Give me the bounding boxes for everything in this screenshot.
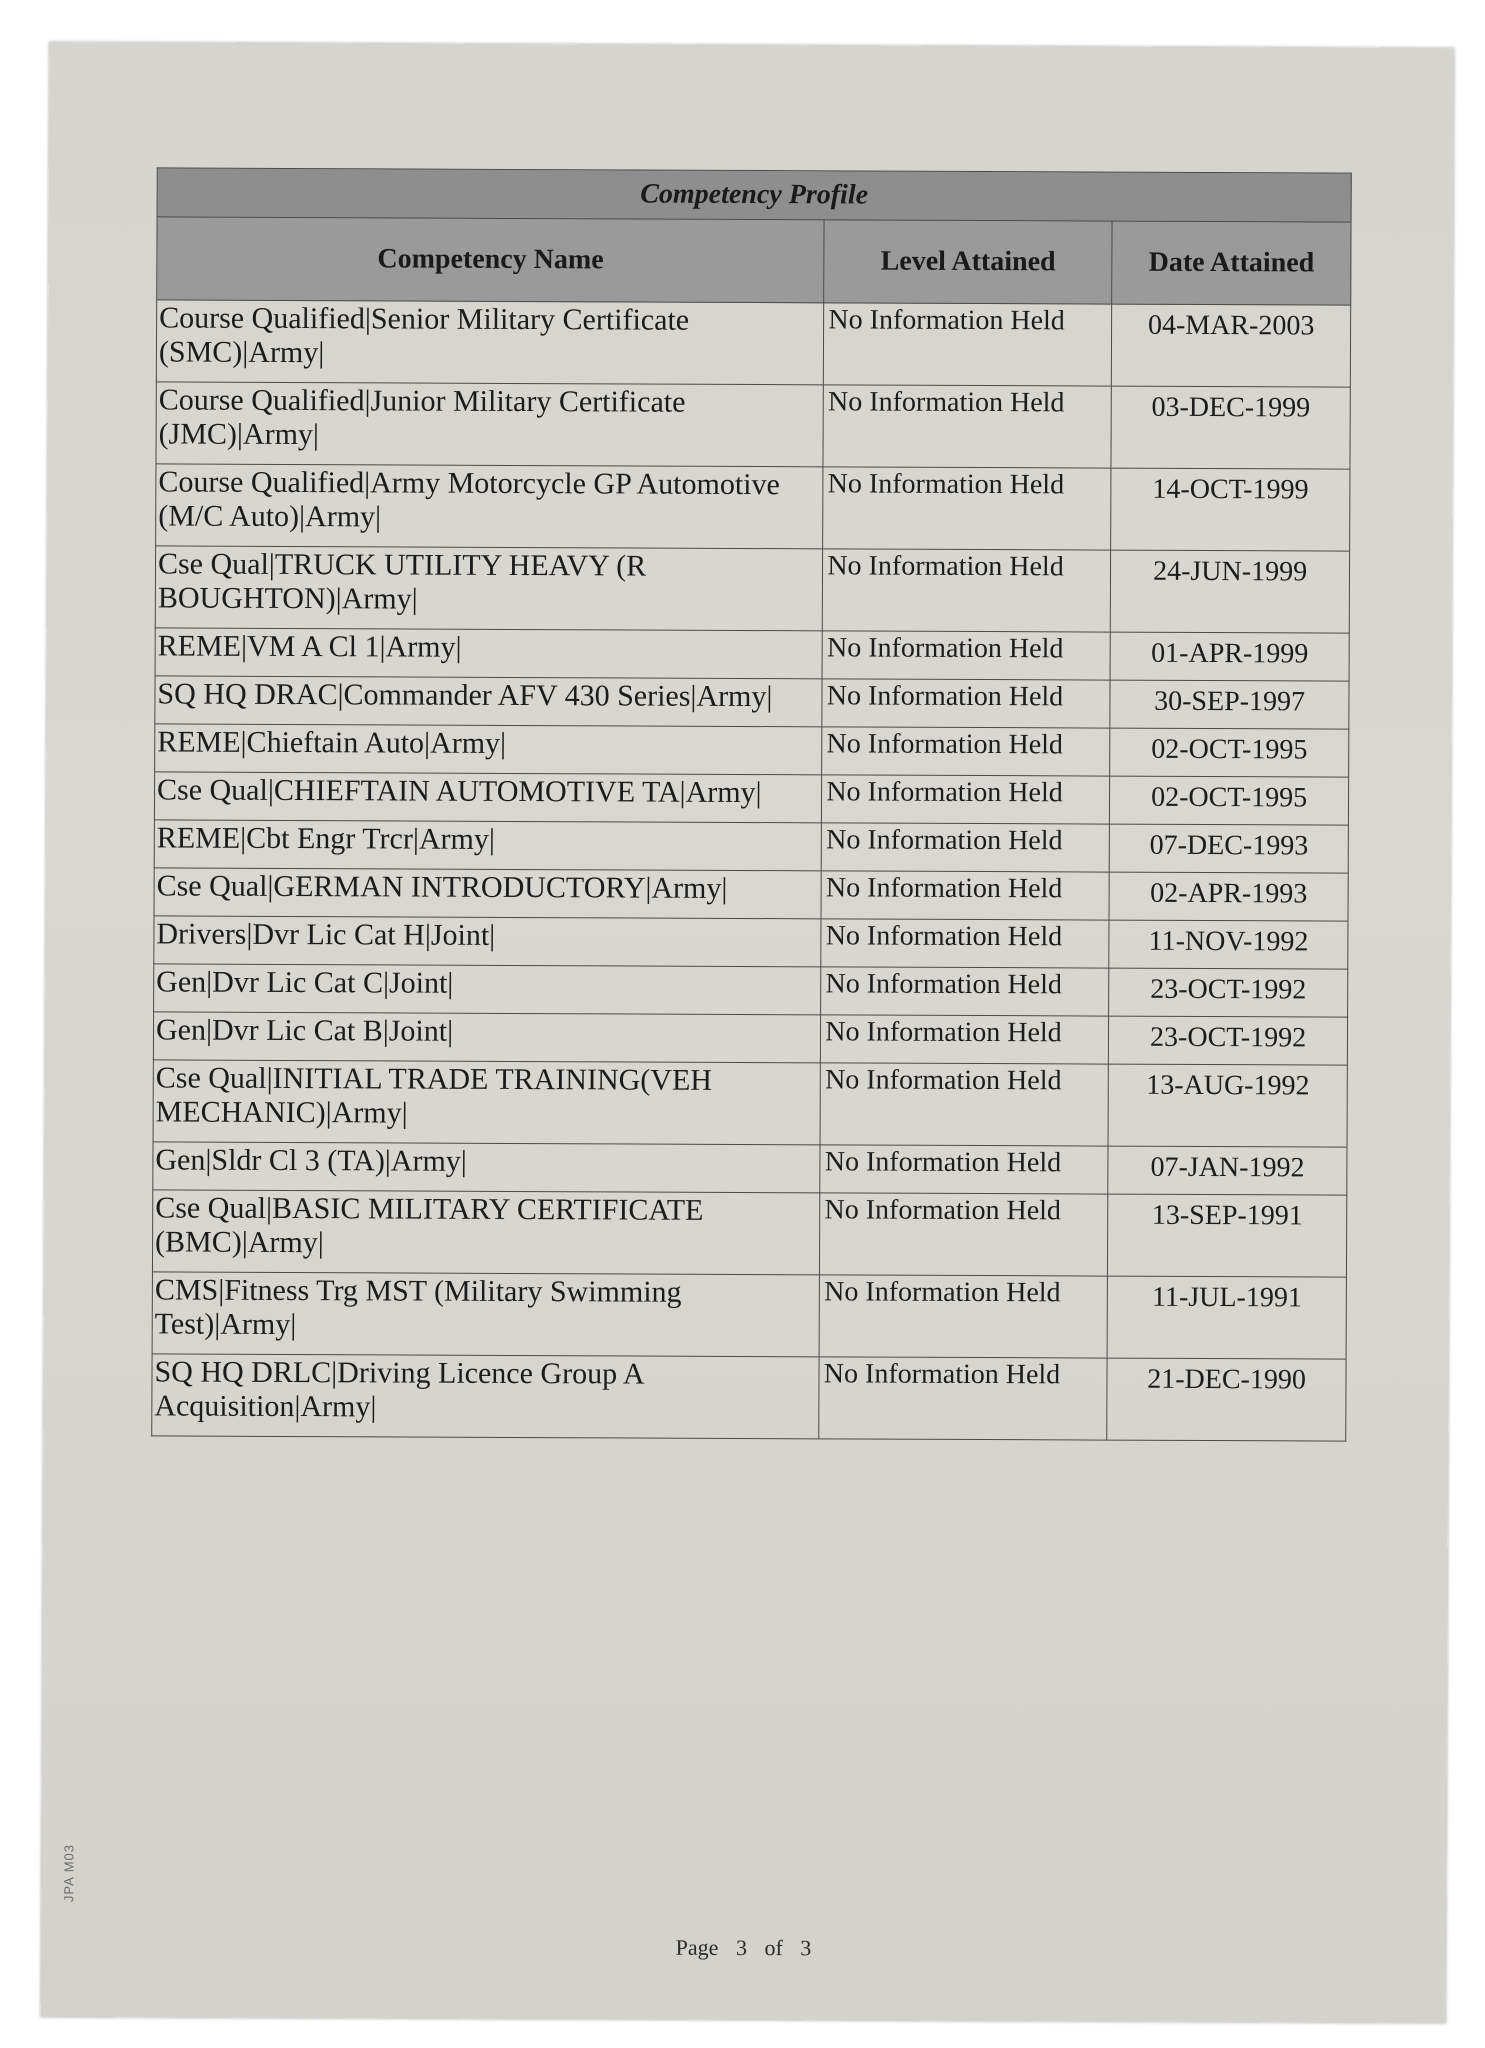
date-attained-cell: 13-AUG-1992	[1108, 1064, 1347, 1147]
date-attained-cell: 01-APR-1999	[1110, 632, 1349, 681]
level-attained-cell: No Information Held	[821, 1015, 1109, 1064]
date-attained-cell: 23-OCT-1992	[1109, 968, 1348, 1017]
table-row	[154, 868, 1348, 921]
date-attained-cell: 23-OCT-1992	[1109, 1016, 1348, 1065]
table-row	[154, 772, 1348, 825]
date-attained-cell: 13-SEP-1991	[1108, 1194, 1347, 1277]
level-attained-cell: No Information Held	[823, 549, 1111, 632]
table-row	[155, 676, 1349, 729]
level-attained-cell: No Information Held	[822, 727, 1110, 776]
date-attained-cell: 02-OCT-1995	[1110, 728, 1349, 777]
level-attained-cell: No Information Held	[821, 967, 1109, 1016]
table-row	[154, 916, 1348, 969]
competency-name-cell: Course Qualified|Army Motorcycle GP Automotive (M/C Auto)|Army|	[156, 464, 824, 549]
header-competency-name: Competency Name	[157, 217, 825, 303]
competency-name-cell: SQ HQ DRLC|Driving Licence Group A Acquisition|Army|	[152, 1354, 820, 1439]
form-reference-mark: JPA M03	[61, 1843, 77, 1903]
of-word: of	[764, 1935, 783, 1961]
table-row	[154, 964, 1348, 1017]
competency-name-cell: REME|VM A Cl 1|Army|	[155, 628, 823, 679]
document-page	[41, 42, 1455, 2023]
level-attained-cell: No Information Held	[823, 385, 1111, 468]
total-page-count: 3	[800, 1935, 812, 1961]
table-row	[155, 628, 1349, 681]
competency-name-cell: Gen|Sldr Cl 3 (TA)|Army|	[153, 1142, 821, 1193]
level-attained-cell: No Information Held	[820, 1193, 1108, 1276]
level-attained-cell: No Information Held	[821, 919, 1109, 968]
level-attained-cell: No Information Held	[820, 1145, 1108, 1194]
date-attained-cell: 02-OCT-1995	[1110, 776, 1349, 825]
table-row	[153, 1142, 1347, 1195]
date-attained-cell: 21-DEC-1990	[1107, 1358, 1346, 1441]
header-level-attained: Level Attained	[824, 220, 1112, 304]
table-row	[156, 464, 1350, 551]
table-row	[155, 546, 1349, 633]
date-attained-cell: 02-APR-1993	[1109, 872, 1348, 921]
competency-name-cell: Cse Qual|TRUCK UTILITY HEAVY (R BOUGHTON)|Army|	[155, 546, 823, 631]
competency-name-cell: Course Qualified|Senior Military Certificate (SMC)|Army|	[156, 300, 824, 385]
header-date-attained: Date Attained	[1112, 221, 1351, 305]
page-number-footer	[41, 1932, 1446, 1964]
current-page-number: 3	[735, 1934, 748, 1961]
competency-name-cell: REME|Cbt Engr Trcr|Army|	[154, 820, 822, 871]
level-attained-cell: No Information Held	[820, 1063, 1108, 1146]
competency-name-cell: Gen|Dvr Lic Cat C|Joint|	[154, 964, 822, 1015]
level-attained-cell: No Information Held	[822, 631, 1110, 680]
table-row	[154, 820, 1348, 873]
level-attained-cell: No Information Held	[822, 679, 1110, 728]
date-attained-cell: 14-OCT-1999	[1111, 468, 1350, 551]
date-attained-cell: 24-JUN-1999	[1110, 550, 1349, 633]
date-attained-cell: 11-NOV-1992	[1109, 920, 1348, 969]
competency-name-cell: Gen|Dvr Lic Cat B|Joint|	[153, 1012, 821, 1063]
competency-name-cell: Cse Qual|BASIC MILITARY CERTIFICATE (BMC)|Army|	[152, 1190, 820, 1275]
table-row	[152, 1272, 1346, 1359]
level-attained-cell: No Information Held	[819, 1357, 1107, 1440]
table-row	[152, 1190, 1346, 1277]
level-attained-cell: No Information Held	[822, 775, 1110, 824]
page-word: Page	[675, 1934, 719, 1960]
date-attained-cell: 04-MAR-2003	[1112, 304, 1351, 387]
table-row	[153, 1012, 1347, 1065]
date-attained-cell: 07-JAN-1992	[1108, 1146, 1347, 1195]
level-attained-cell: No Information Held	[821, 871, 1109, 920]
competency-name-cell: Cse Qual|CHIEFTAIN AUTOMOTIVE TA|Army|	[154, 772, 822, 823]
level-attained-cell: No Information Held	[819, 1275, 1107, 1358]
table-row	[156, 382, 1350, 469]
level-attained-cell: No Information Held	[824, 303, 1112, 386]
date-attained-cell: 03-DEC-1999	[1111, 386, 1350, 469]
table-caption: Competency Profile	[157, 168, 1351, 222]
competency-name-cell: REME|Chieftain Auto|Army|	[155, 724, 823, 775]
date-attained-cell: 07-DEC-1993	[1109, 824, 1348, 873]
level-attained-cell: No Information Held	[823, 467, 1111, 550]
competency-name-cell: Cse Qual|GERMAN INTRODUCTORY|Army|	[154, 868, 822, 919]
table-row	[155, 724, 1349, 777]
competency-name-cell: CMS|Fitness Trg MST (Military Swimming Test)|Army|	[152, 1272, 820, 1357]
competency-name-cell: Drivers|Dvr Lic Cat H|Joint|	[154, 916, 822, 967]
level-attained-cell: No Information Held	[822, 823, 1110, 872]
date-attained-cell: 11-JUL-1991	[1107, 1276, 1346, 1359]
table-row	[152, 1354, 1346, 1441]
competency-name-cell: Cse Qual|INITIAL TRADE TRAINING(VEH MECHANIC)|Army|	[153, 1060, 821, 1145]
date-attained-cell: 30-SEP-1997	[1110, 680, 1349, 729]
competency-name-cell: SQ HQ DRAC|Commander AFV 430 Series|Army|	[155, 676, 823, 727]
competency-profile-table	[151, 167, 1352, 1441]
table-row	[156, 300, 1350, 387]
competency-name-cell: Course Qualified|Junior Military Certificate (JMC)|Army|	[156, 382, 824, 467]
table-row	[153, 1060, 1347, 1147]
